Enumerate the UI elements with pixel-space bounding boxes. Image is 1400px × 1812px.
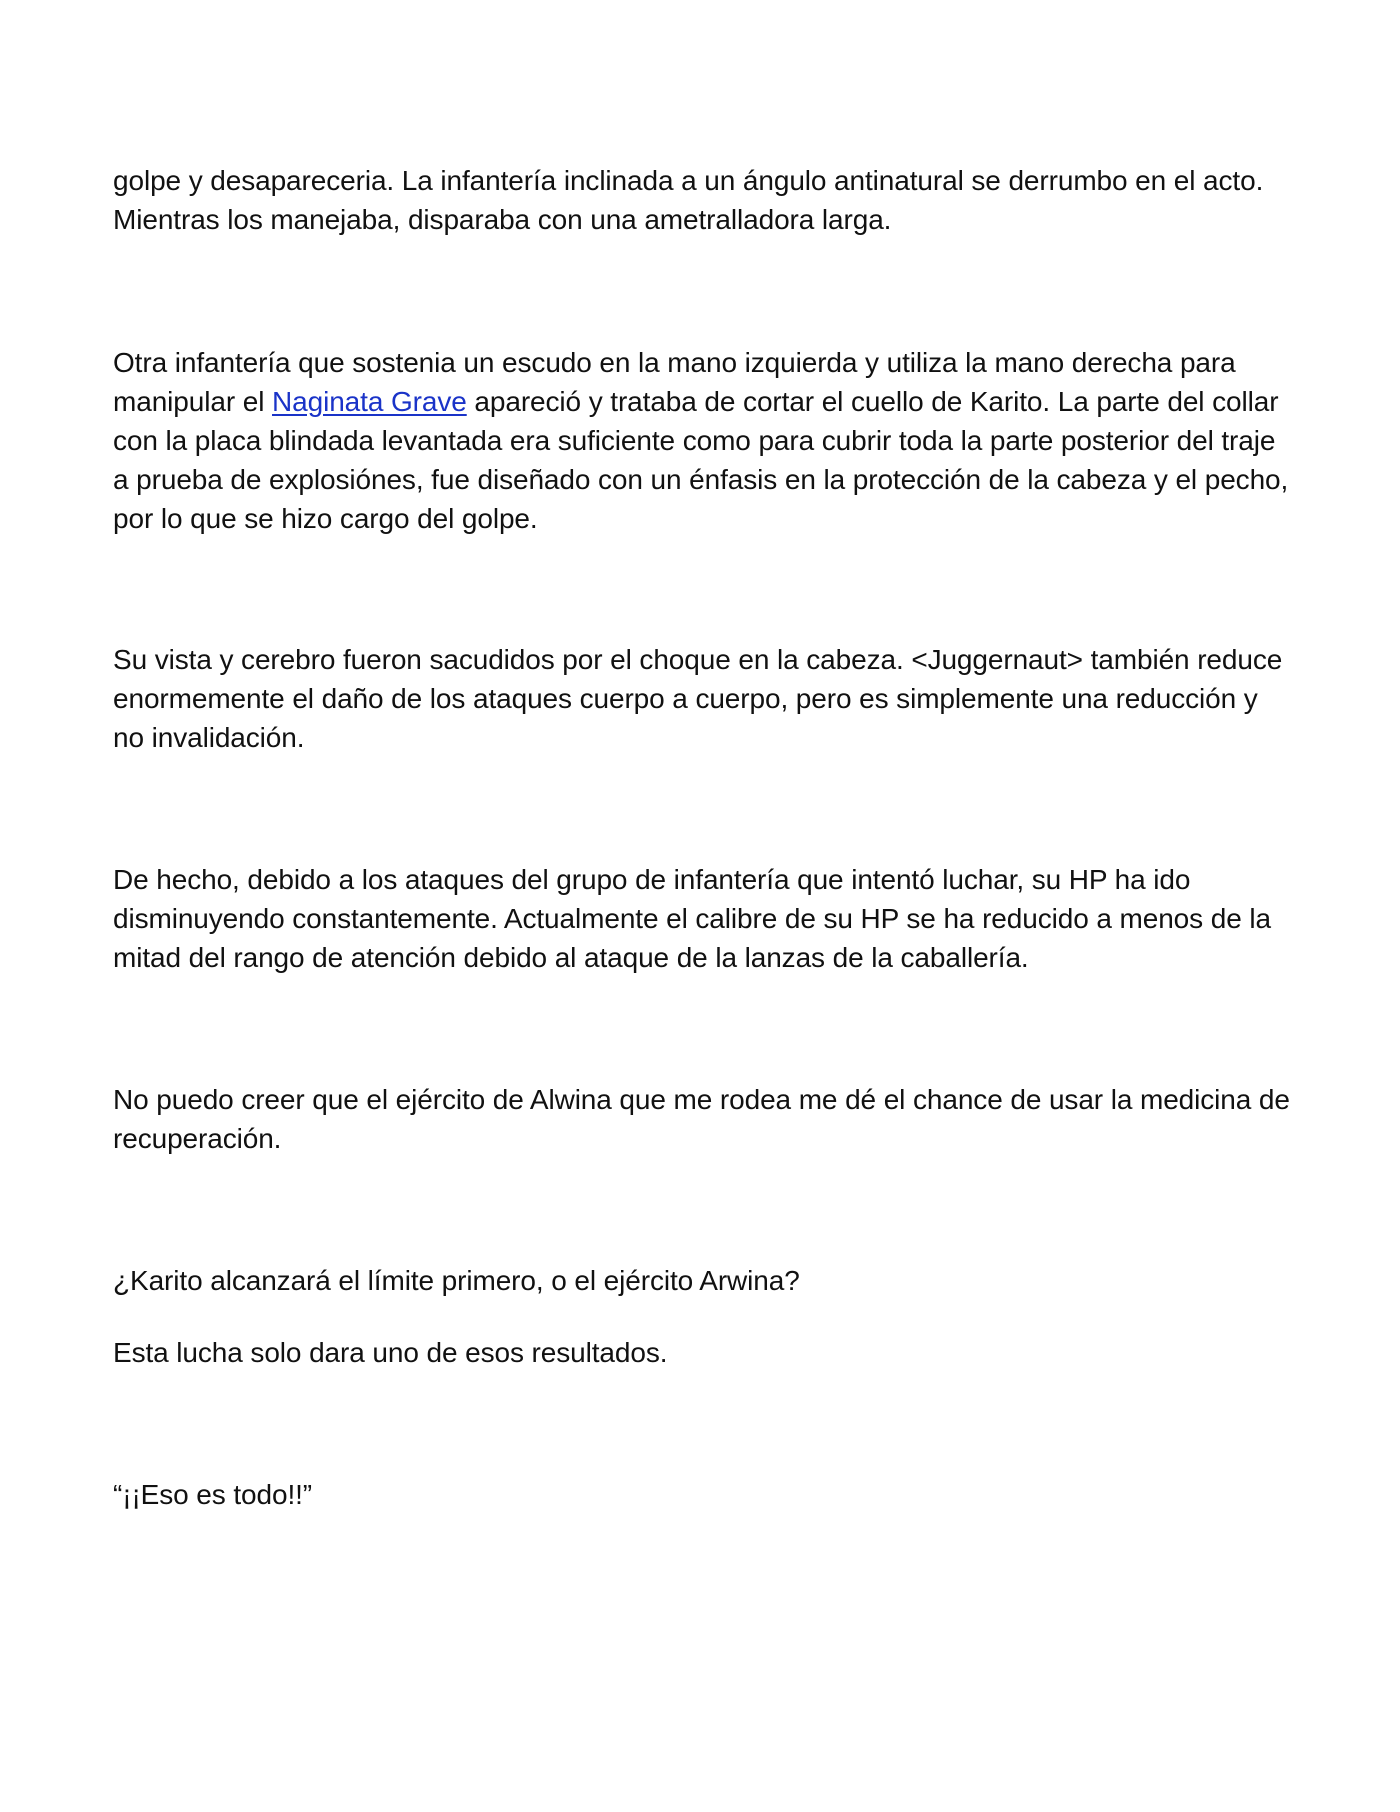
paragraph-1: golpe y desapareceria. La infantería inclinada a un ángulo antinatural se derrumbo en el acto. Mientras los manejaba, disparaba con una ametralladora larga. xyxy=(113,165,1264,235)
naginata-grave-link[interactable]: Naginata Grave xyxy=(272,386,467,417)
paragraph-8-dialogue: “¡¡Eso es todo!!” xyxy=(113,1479,313,1510)
paragraph-2-text-after: apareció y trataba de cortar el cuello de Karito. La parte del collar con la placa blindada levantada era suficiente como para cubrir toda la parte posterior del traje a prueba de explosiónes, fue diseñado con un énfasis en la protección de la cabeza y el pecho, por lo que se hizo cargo del golpe. xyxy=(113,386,1289,534)
paragraph-2-text-before: Otra infantería que sostenia un escudo en la mano izquierda y utiliza la mano derecha para manipular el xyxy=(113,347,1236,417)
paragraph-6: ¿Karito alcanzará el límite primero, o el ejército Arwina? xyxy=(113,1265,800,1296)
paragraph-7: Esta lucha solo dara uno de esos resultados. xyxy=(113,1337,668,1368)
paragraph-4: De hecho, debido a los ataques del grupo de infantería que intentó luchar, su HP ha ido disminuyendo constantemente. Actualmente el calibre de su HP se ha reducido a menos de la mitad del rango de atención debido al ataque de la lanzas de la caballería. xyxy=(113,864,1271,973)
paragraph-2 xyxy=(113,343,1293,538)
paragraph-3: Su vista y cerebro fueron sacudidos por el choque en la cabeza. <Juggernaut> también reduce enormemente el daño de los ataques cuerpo a cuerpo, pero es simplemente una reducción y no invalidación. xyxy=(113,644,1283,753)
paragraph-5: No puedo creer que el ejército de Alwina que me rodea me dé el chance de usar la medicina de recuperación. xyxy=(113,1084,1290,1154)
